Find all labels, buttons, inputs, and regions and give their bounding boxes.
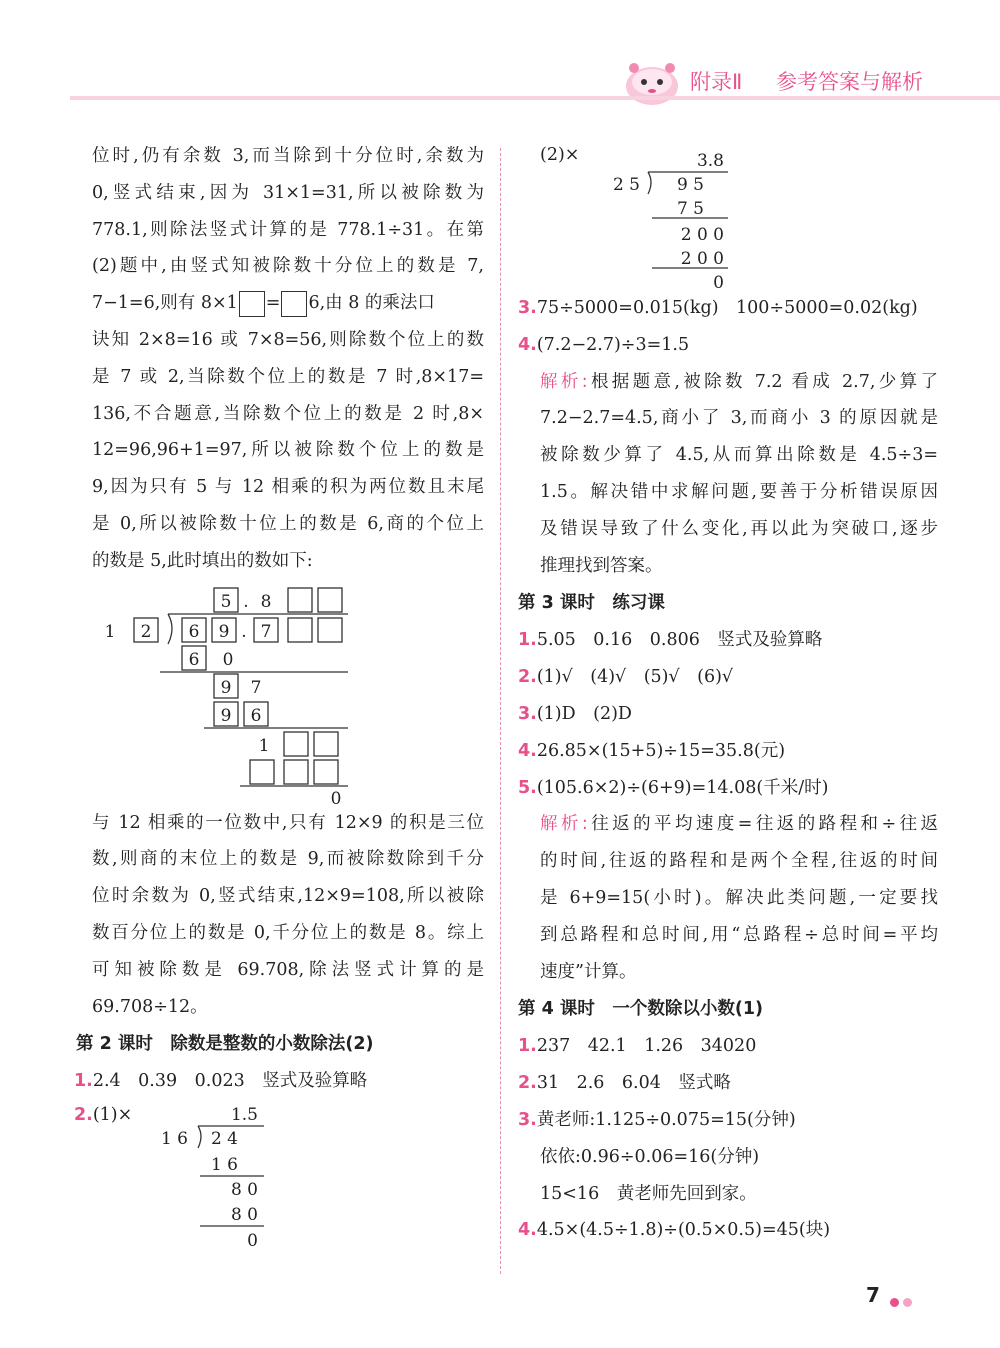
analysis-line — [540, 806, 938, 843]
text-line-with-boxes — [92, 285, 484, 322]
question-number: 3. — [518, 703, 537, 724]
step-digit: 6 — [250, 705, 262, 726]
answer-line — [518, 696, 938, 733]
answer-line — [518, 659, 938, 696]
answer-text: (105.6×2)÷(6+9)=14.08(千米/时) — [536, 777, 829, 798]
text-line: 是 7 或 2,当除数个位上的数是 7 时,8×17= — [92, 366, 484, 387]
header-divider — [70, 96, 1000, 100]
divisor-digit: 2 — [140, 621, 152, 642]
answer-line — [518, 622, 938, 659]
remainder: 0 — [713, 273, 724, 293]
text-line: 位时余数为 0,竖式结束,12×9=108,所以被除 — [92, 886, 484, 907]
analysis-label: 解析: — [540, 371, 588, 392]
answer-line — [518, 327, 938, 364]
step-value: 8 0 — [230, 1180, 258, 1201]
long-division-2 — [150, 1102, 350, 1252]
answer-line — [74, 1063, 484, 1100]
divisor-digit: 1 — [104, 621, 116, 642]
question-number: 2. — [74, 1105, 93, 1126]
blank-box — [281, 291, 307, 317]
answer-line — [518, 1065, 938, 1102]
text-line: 0,竖式结束,因为 31×1=31,所以被除数为 — [92, 182, 484, 203]
quotient: 1.5 — [230, 1105, 258, 1126]
answer-line — [518, 1102, 938, 1139]
question-number: 4. — [518, 740, 537, 761]
quotient-point: . — [243, 591, 249, 612]
answer-text: (1)× — [92, 1105, 133, 1126]
text-line: 778.1,则除法竖式计算的是 778.1÷31。在第 — [92, 219, 484, 240]
remainder: 0 — [247, 1231, 258, 1252]
answer-text: 31 2.6 6.04 竖式略 — [536, 1073, 731, 1094]
divisor: 1 6 — [160, 1129, 188, 1150]
blank-box — [239, 291, 265, 317]
step-digit: 6 — [188, 649, 200, 670]
step-value: 1 6 — [210, 1155, 238, 1176]
analysis-line: 推理找到答案。 — [540, 555, 663, 576]
analysis-line: 速度”计算。 — [540, 961, 637, 982]
section-heading: 第 3 课时 练习课 — [518, 593, 665, 614]
question-number: 3. — [518, 298, 537, 318]
answer-text: (1)D (2)D — [536, 703, 632, 724]
answer-text: (7.2−2.7)÷3=1.5 — [536, 334, 690, 355]
step-value: 7 5 — [676, 199, 704, 219]
answer-line: 15<16 黄老师先回到家。 — [540, 1183, 757, 1204]
answer-text: 黄老师:1.125÷0.075=15(分钟) — [536, 1109, 796, 1130]
analysis-line: 被除数少算了 4.5,从而算出除数是 4.5÷3= — [540, 445, 938, 466]
answer-text: 4.5×(4.5÷1.8)÷(0.5×0.5)=45(块) — [536, 1220, 831, 1241]
answer-text: 5.05 0.16 0.806 竖式及验算略 — [536, 630, 823, 651]
analysis-text: 往返的平均速度=往返的路程和÷往返 — [587, 814, 939, 835]
divisor: 2 5 — [612, 175, 640, 195]
step-digit: 0 — [222, 649, 234, 670]
right-column — [518, 138, 938, 1249]
answer-text: 2.4 0.39 0.023 竖式及验算略 — [92, 1071, 368, 1092]
page-dots-decoration — [890, 1292, 916, 1311]
text-line: 69.708÷12。 — [92, 996, 208, 1017]
remainder: 0 — [330, 788, 342, 809]
analysis-line: 及错误导致了什么变化,再以此为突破口,逐步 — [540, 518, 938, 539]
analysis-label: 解析: — [540, 814, 588, 835]
dot-icon — [903, 1298, 912, 1307]
text-line: 可知被除数是 69.708,除法竖式计算的是 — [92, 959, 484, 980]
question-number: 4. — [518, 1220, 537, 1241]
header-title: 参考答案与解析 — [776, 70, 923, 94]
question-number: 3. — [518, 1109, 537, 1130]
text-line: 与 12 相乘的一位数中,只有 12×9 的积是三位 — [92, 812, 484, 833]
answer-line: (2)× — [540, 145, 580, 165]
step-value: 8 0 — [230, 1205, 258, 1226]
quotient-digit: 5 — [220, 591, 232, 612]
dividend-digit: 6 — [188, 621, 200, 642]
text-line: 数百分位上的数是 0,千分位上的数是 8。综上 — [92, 922, 484, 943]
answer-line: 依依:0.96÷0.06=16(分钟) — [540, 1146, 760, 1167]
dividend: 9 5 — [676, 175, 704, 195]
question-number: 1. — [518, 1036, 537, 1057]
step-value: 2 0 0 — [680, 225, 724, 245]
question-number: 2. — [518, 667, 537, 688]
section-heading: 第 4 课时 一个数除以小数(1) — [518, 999, 764, 1020]
question-number: 2. — [518, 1073, 537, 1094]
answer-line — [518, 1028, 938, 1065]
answer-text: 75÷5000=0.015(kg) 100÷5000=0.02(kg) — [536, 298, 918, 318]
text-line: 9,因为只有 5 与 12 相乘的积为两位数且末尾 — [92, 477, 484, 498]
answer-text: 26.85×(15+5)÷15=35.8(元) — [536, 740, 786, 761]
text-line: 136,不合题意,当除数个位上的数是 2 时,8× — [92, 403, 484, 424]
answer-line — [518, 770, 938, 807]
section-heading: 第 2 课时 除数是整数的小数除法(2) — [76, 1034, 374, 1055]
long-division-1 — [100, 580, 400, 809]
step-value: 2 0 0 — [680, 249, 724, 269]
answer-text: (1)√ (4)√ (5)√ (6)√ — [536, 667, 734, 688]
step-digit: 7 — [250, 677, 262, 698]
left-column — [74, 138, 484, 1252]
analysis-line — [540, 364, 938, 401]
text-line: 诀知 2×8=16 或 7×8=56,则除数个位上的数 — [92, 329, 484, 350]
analysis-line: 7.2−2.7=4.5,商小了 3,而商小 3 的原因就是 — [540, 408, 938, 429]
text-fragment: 7−1=6,则有 8×1 — [92, 293, 238, 314]
text-fragment: = — [265, 293, 281, 314]
quotient: 3.8 — [696, 151, 724, 171]
column-divider — [500, 148, 501, 1274]
answer-text: 237 42.1 1.26 34020 — [536, 1036, 757, 1057]
long-division-3 — [608, 142, 828, 293]
analysis-line: 到总路程和总时间,用“总路程÷总时间=平均 — [540, 924, 938, 945]
text-line: 是 0,所以被除数十位上的数是 6,商的个位上 — [92, 513, 484, 534]
page-header — [0, 0, 1000, 110]
dividend-point: . — [241, 621, 247, 642]
analysis-line: 是 6+9=15(小时)。解决此类问题,一定要找 — [540, 887, 938, 908]
question-number: 5. — [518, 777, 537, 798]
page-number: 7 — [866, 1283, 880, 1307]
text-line: 12=96,96+1=97,所以被除数个位上的数是 — [92, 440, 484, 461]
answer-line — [518, 1212, 938, 1249]
dividend-digit: 7 — [260, 621, 272, 642]
header-appendix-label: 附录Ⅱ — [690, 70, 743, 94]
text-line: (2)题中,由竖式知被除数十分位上的数是 7, — [92, 256, 484, 277]
text-line: 位时,仍有余数 3,而当除到十分位时,余数为 — [92, 146, 484, 166]
question-number: 1. — [518, 630, 537, 651]
dividend: 2 4 — [210, 1129, 238, 1150]
step-digit: 1 — [258, 735, 270, 756]
text-fragment: 6,由 8 的乘法口 — [308, 293, 435, 314]
analysis-line: 1.5。解决错中求解问题,要善于分析错误原因 — [540, 481, 938, 502]
analysis-line: 的时间,往返的路程和是两个全程,往返的时间 — [540, 851, 938, 872]
quotient-digit: 8 — [260, 591, 272, 612]
question-number: 1. — [74, 1071, 93, 1092]
question-number: 4. — [518, 334, 537, 355]
answer-line — [518, 733, 938, 770]
text-line: 的数是 5,此时填出的数如下: — [92, 550, 313, 571]
step-digit: 9 — [220, 705, 232, 726]
answer-line — [518, 290, 938, 327]
text-line: 数,则商的末位上的数是 9,而被除数除到千分 — [92, 849, 484, 870]
analysis-block — [518, 364, 938, 585]
dot-icon — [890, 1298, 899, 1307]
analysis-text: 根据题意,被除数 7.2 看成 2.7,少算了 — [587, 371, 938, 392]
dividend-digit: 9 — [218, 621, 230, 642]
analysis-block — [518, 806, 938, 990]
step-digit: 9 — [220, 677, 232, 698]
